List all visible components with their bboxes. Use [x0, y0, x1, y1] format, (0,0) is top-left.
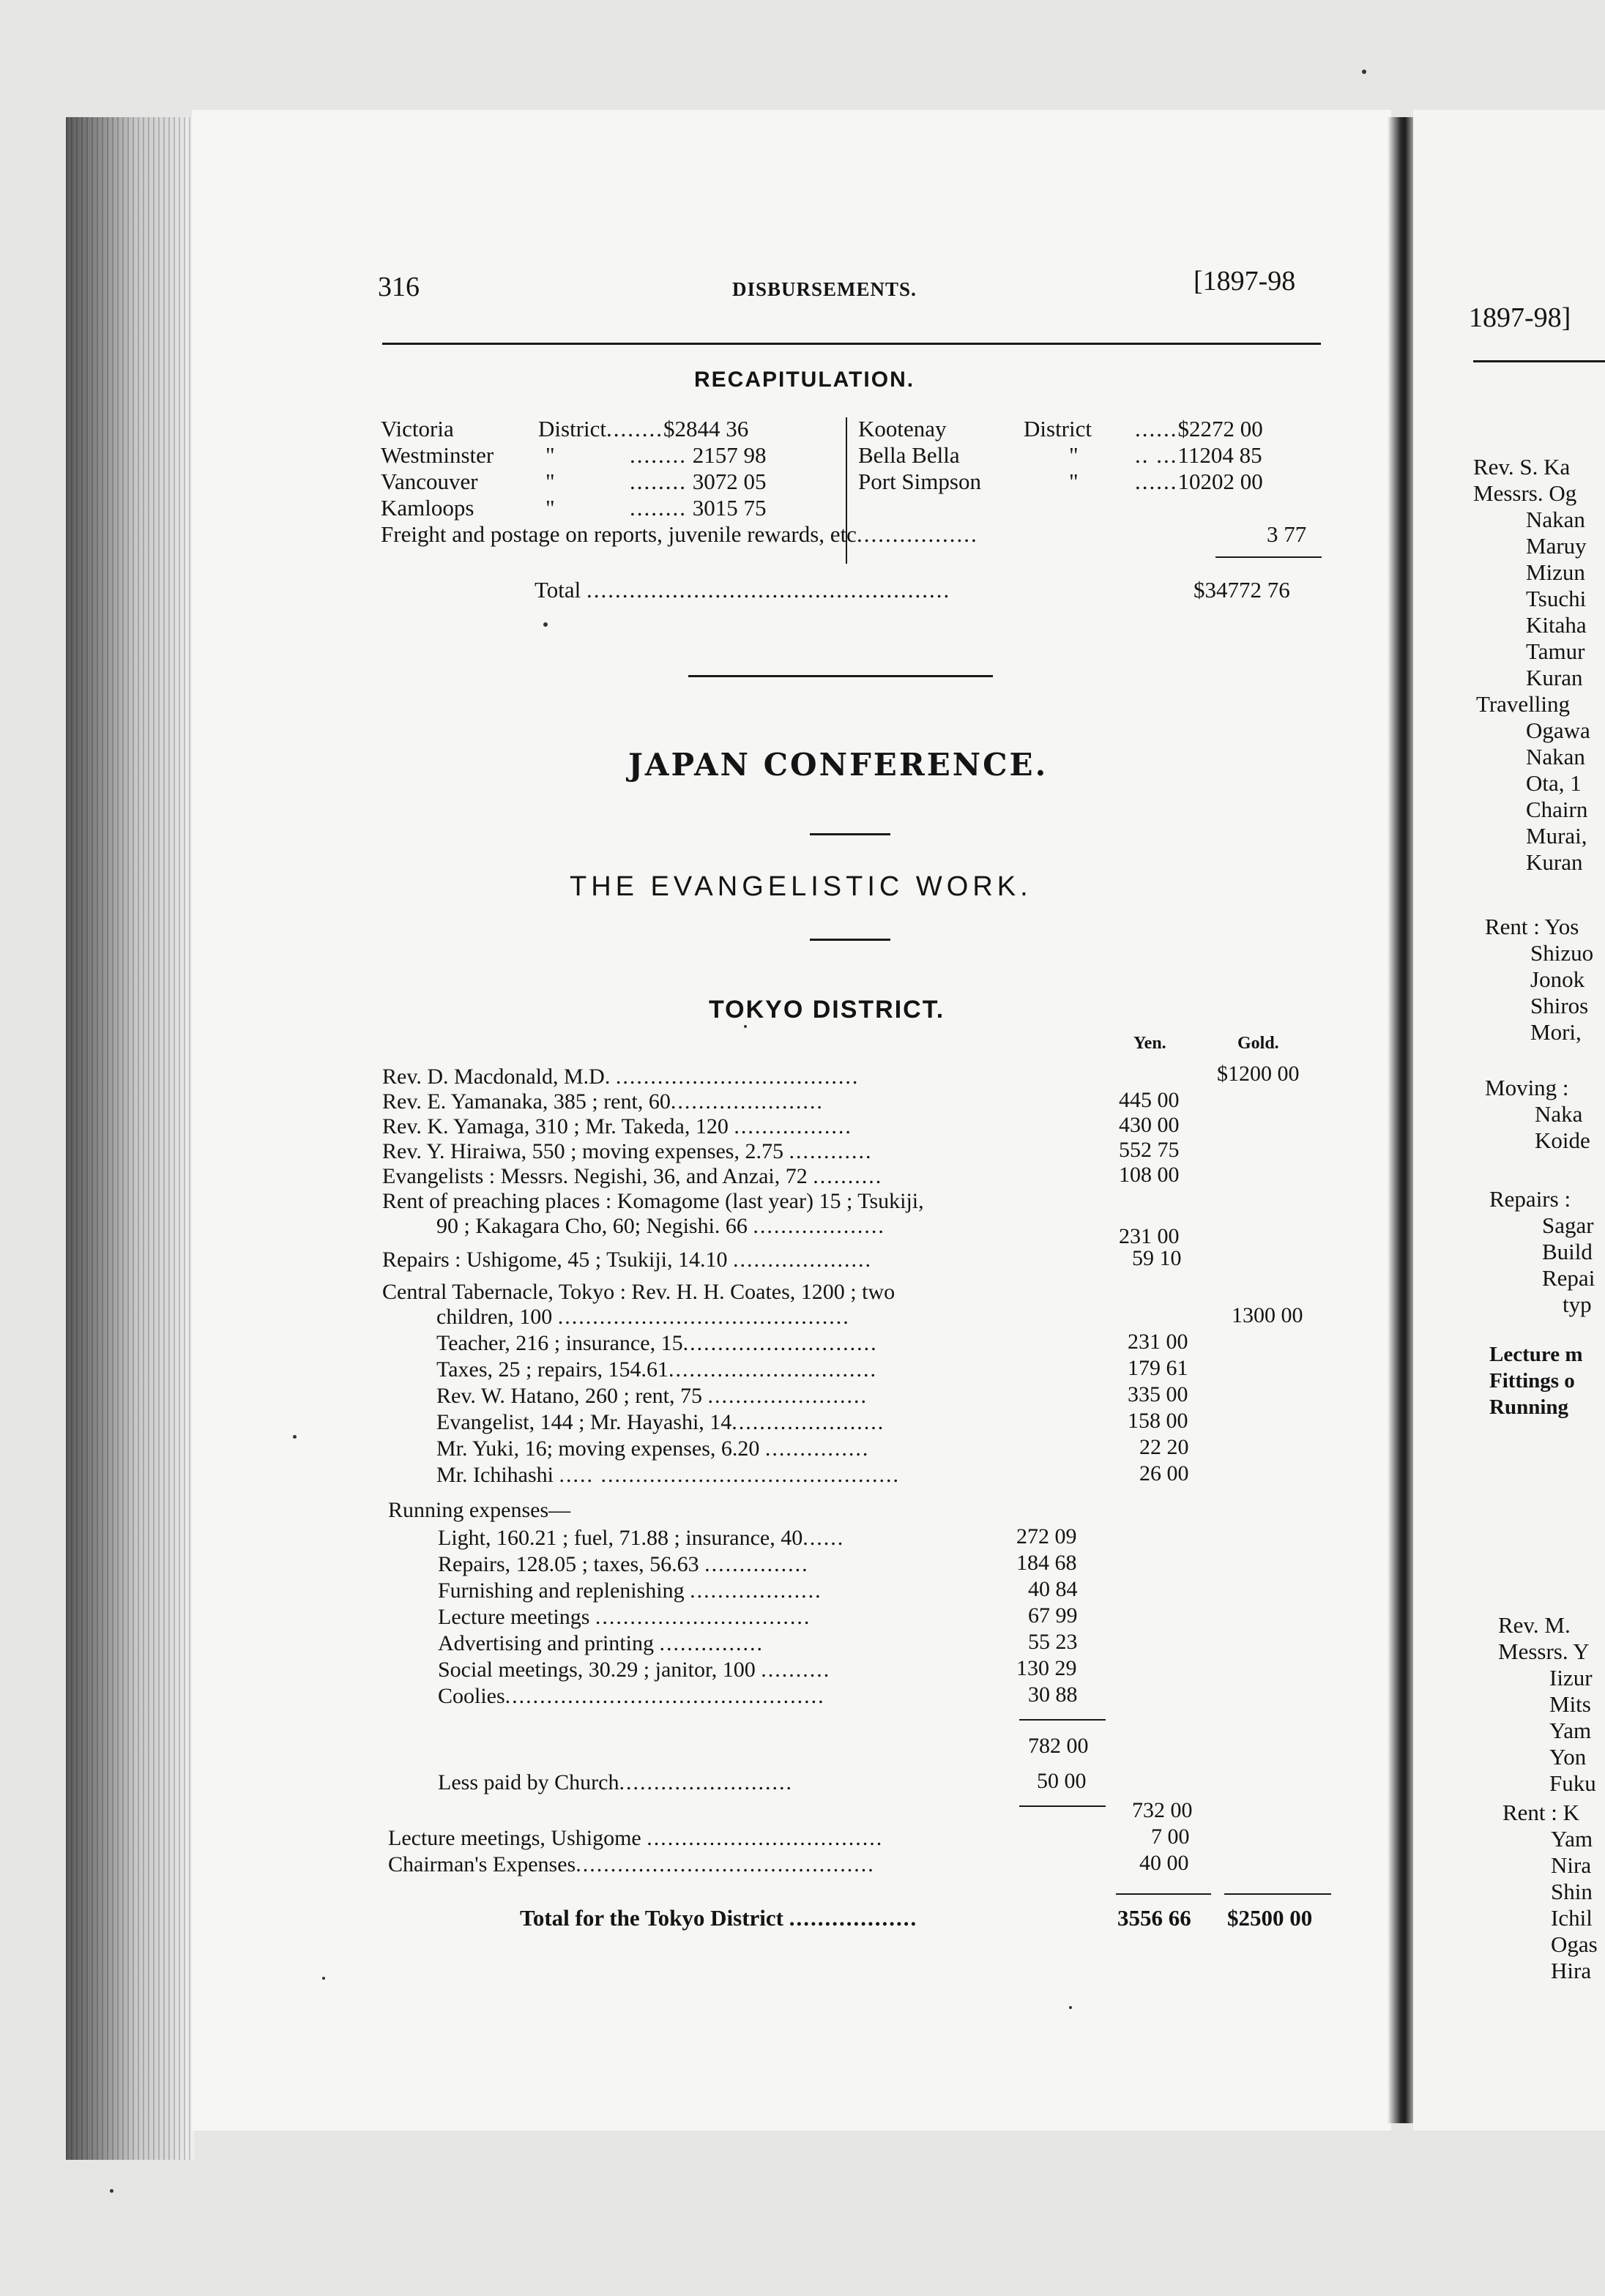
right-page-line: Hira	[1551, 1958, 1592, 1983]
right-page-line: Rev. S. Ka	[1473, 454, 1571, 480]
expense-row: Repairs, 128.05 ; taxes, 56.63 ...............	[438, 1552, 809, 1576]
right-page-line: Travelling	[1476, 691, 1571, 717]
recap-total-row: Total ...................................................	[535, 577, 951, 603]
gold-amount: $1200 00	[1217, 1062, 1300, 1086]
less-paid-row: Less paid by Church.........................	[438, 1770, 793, 1794]
gold-amount: 1300 00	[1232, 1303, 1303, 1327]
year-range: [1897-98	[1193, 266, 1296, 297]
right-page-line: Mori,	[1530, 1019, 1582, 1045]
yen-amount: 22 20	[1139, 1435, 1189, 1459]
right-page-line: Jonok	[1530, 966, 1585, 992]
expense-row: Lecture meetings ...............................	[438, 1605, 811, 1629]
district-total-gold: $2500 00	[1227, 1905, 1313, 1931]
right-page-line: typ	[1563, 1292, 1592, 1317]
header-rule	[382, 343, 1321, 345]
scan-speck	[110, 2189, 113, 2193]
entry-row: Mr. Ichihashi ..... ...........................................	[436, 1463, 900, 1487]
entry-row: Rev. W. Hatano, 260 ; rent, 75 .......................	[436, 1384, 868, 1408]
right-page-line: Tamur	[1526, 638, 1585, 664]
column-header-yen: Yen.	[1133, 1034, 1166, 1053]
right-page-line: Murai,	[1526, 823, 1587, 849]
entry-row: Rev. K. Yamaga, 310 ; Mr. Takeda, 120 .................	[382, 1114, 852, 1138]
right-page-line: Shiros	[1530, 993, 1589, 1018]
column-header-gold: Gold.	[1237, 1034, 1279, 1053]
expense-row: Furnishing and replenishing ...................	[438, 1578, 822, 1603]
recap-freight-row: Freight and postage on reports, juvenile rewards, etc.................	[381, 521, 978, 547]
right-page-line: Messrs. Y	[1498, 1639, 1590, 1664]
right-page-line: Rent : K	[1502, 1800, 1580, 1825]
entry-row: Mr. Yuki, 16; moving expenses, 6.20 ...............	[436, 1436, 870, 1461]
entry-row: Central Tabernacle, Tokyo : Rev. H. H. Coates, 1200 ; two	[382, 1280, 895, 1304]
right-page-line: Shin	[1551, 1879, 1593, 1904]
right-page-line: Moving :	[1485, 1075, 1569, 1100]
recap-row: Westminster	[381, 442, 494, 468]
recap-row: Bella Bella	[858, 442, 960, 468]
book-page-edges	[66, 117, 194, 2160]
right-page-line: Naka	[1535, 1101, 1583, 1127]
entry-row: Rev. E. Yamanaka, 385 ; rent, 60......................	[382, 1089, 824, 1114]
subtotal-rule	[1019, 1719, 1106, 1721]
yen-amount: 552 75	[1119, 1138, 1180, 1162]
expense-amount: 184 68	[1016, 1551, 1077, 1575]
short-divider	[810, 939, 890, 941]
less-paid-amount: 50 00	[1037, 1769, 1087, 1793]
expense-amount: 67 99	[1028, 1603, 1078, 1628]
right-page-line: Fittings o	[1489, 1369, 1575, 1393]
recap-row: Port Simpson	[858, 469, 981, 494]
right-page-line: Mits	[1549, 1691, 1591, 1717]
yen-amount: 179 61	[1128, 1356, 1188, 1380]
yen-amount: 40 00	[1139, 1851, 1189, 1875]
total-rule	[1215, 556, 1322, 558]
recap-freight-amount: 3 77	[1267, 521, 1307, 547]
work-title: THE EVANGELISTIC WORK.	[570, 871, 1032, 902]
right-page-line: Kuran	[1526, 665, 1583, 690]
short-divider	[810, 833, 890, 835]
page-number: 316	[378, 272, 420, 302]
entry-row: Evangelists : Messrs. Negishi, 36, and Anzai, 72 ..........	[382, 1164, 883, 1188]
right-page-line: Repairs :	[1489, 1186, 1571, 1212]
section-divider	[688, 675, 993, 677]
district-title: TOKYO DISTRICT.	[709, 996, 945, 1024]
yen-amount: 26 00	[1139, 1461, 1189, 1486]
total-rule	[1116, 1893, 1211, 1895]
net-rule	[1019, 1805, 1106, 1807]
right-page-line: Lecture m	[1489, 1343, 1583, 1366]
expense-row: Light, 160.21 ; fuel, 71.88 ; insurance, 40......	[438, 1526, 845, 1550]
yen-amount: 59 10	[1132, 1246, 1182, 1270]
right-page-line: Tsuchi	[1526, 586, 1587, 611]
right-page-line: Kuran	[1526, 849, 1583, 875]
running-subtotal: 782 00	[1028, 1734, 1089, 1758]
expense-amount: 272 09	[1016, 1524, 1077, 1548]
recap-row: Kootenay	[858, 416, 947, 441]
right-page-line: Rent : Yos	[1485, 914, 1579, 939]
expense-row: Coolies..............................................	[438, 1684, 825, 1708]
scan-speck	[1069, 2006, 1072, 2009]
book-gutter	[1388, 117, 1417, 2123]
right-page-line: Yam	[1551, 1826, 1593, 1852]
recap-row: Victoria	[381, 416, 454, 441]
scan-speck	[293, 1435, 297, 1439]
running-expenses-label: Running expenses—	[388, 1498, 571, 1522]
total-rule	[1224, 1893, 1331, 1895]
yen-amount: 108 00	[1119, 1163, 1180, 1187]
right-page-line: Ota, 1	[1526, 770, 1582, 796]
right-page-year: 1897-98]	[1469, 302, 1571, 333]
yen-amount: 7 00	[1151, 1824, 1190, 1849]
right-page-line: Chairn	[1526, 797, 1588, 822]
entry-row: Taxes, 25 ; repairs, 154.61..............................	[436, 1357, 877, 1382]
district-total-row: Total for the Tokyo District ..................	[520, 1905, 918, 1931]
entry-row: Rent of preaching places : Komagome (last year) 15 ; Tsukiji,	[382, 1189, 924, 1213]
yen-amount: 231 00	[1119, 1224, 1180, 1248]
right-page-line: Kitaha	[1526, 612, 1587, 638]
entry-row: Evangelist, 144 ; Mr. Hayashi, 14......................	[436, 1410, 885, 1434]
scan-speck	[322, 1977, 325, 1980]
recap-row: Vancouver	[381, 469, 478, 494]
running-title: DISBURSEMENTS.	[732, 278, 917, 300]
right-page-line: Ichil	[1551, 1905, 1593, 1931]
right-page-line: Iizur	[1549, 1665, 1593, 1691]
entry-row: children, 100 ..........................................	[436, 1305, 850, 1329]
expense-amount: 30 88	[1028, 1682, 1078, 1707]
right-page-line: Nakan	[1526, 744, 1585, 769]
right-page-line: Nakan	[1526, 507, 1585, 532]
right-page-line: Yam	[1549, 1718, 1592, 1743]
entry-row: Lecture meetings, Ushigome ..................................	[388, 1826, 884, 1850]
right-page-line: Messrs. Og	[1473, 480, 1577, 506]
right-page-line: Ogawa	[1526, 718, 1590, 743]
entry-row: Rev. D. Macdonald, M.D. ...................................	[382, 1065, 860, 1089]
expense-amount: 130 29	[1016, 1656, 1077, 1680]
entry-row: Rev. Y. Hiraiwa, 550 ; moving expenses, 2.75 ............	[382, 1139, 873, 1163]
entry-row: Repairs : Ushigome, 45 ; Tsukiji, 14.10 ....................	[382, 1248, 873, 1272]
right-header-rule	[1473, 360, 1605, 362]
yen-amount: 158 00	[1128, 1409, 1188, 1433]
running-net-amount: 732 00	[1132, 1798, 1193, 1822]
expense-amount: 55 23	[1028, 1630, 1078, 1654]
entry-row: 90 ; Kakagara Cho, 60; Negishi. 66 ...................	[436, 1214, 885, 1238]
scan-speck	[543, 622, 548, 627]
recapitulation-title: RECAPITULATION.	[694, 368, 915, 392]
expense-row: Social meetings, 30.29 ; janitor, 100 ..........	[438, 1658, 831, 1682]
entry-row: Teacher, 216 ; insurance, 15............................	[436, 1331, 878, 1355]
yen-amount: 430 00	[1119, 1113, 1180, 1137]
right-page-line: Running	[1489, 1395, 1569, 1419]
district-total-yen: 3556 66	[1117, 1905, 1191, 1931]
conference-title: JAPAN CONFERENCE.	[628, 747, 1049, 783]
right-page-line: Rev. M.	[1498, 1612, 1571, 1638]
right-page-line: Repai	[1542, 1265, 1595, 1291]
right-page-line: Yon	[1549, 1744, 1587, 1770]
expense-amount: 40 84	[1028, 1577, 1078, 1601]
yen-amount: 231 00	[1128, 1330, 1188, 1354]
right-page-line: Fuku	[1549, 1770, 1596, 1796]
expense-row: Advertising and printing ...............	[438, 1631, 764, 1655]
right-page-line: Build	[1542, 1239, 1593, 1264]
right-page-line: Mizun	[1526, 559, 1585, 585]
yen-amount: 335 00	[1128, 1382, 1188, 1406]
scan-speck	[744, 1025, 747, 1028]
recap-row: Kamloops	[381, 495, 474, 521]
entry-row: Chairman's Expenses...........................................	[388, 1852, 875, 1876]
yen-amount: 445 00	[1119, 1088, 1180, 1112]
scan-speck	[1362, 70, 1366, 74]
right-page-line: Ogas	[1551, 1931, 1598, 1957]
right-page-line: Nira	[1551, 1852, 1592, 1878]
right-page-line: Maruy	[1526, 533, 1587, 559]
right-page-line: Sagar	[1542, 1212, 1594, 1238]
recap-total-amount: $34772 76	[1193, 577, 1290, 603]
right-page-line: Shizuo	[1530, 940, 1594, 966]
right-page-line: Koide	[1535, 1128, 1590, 1153]
